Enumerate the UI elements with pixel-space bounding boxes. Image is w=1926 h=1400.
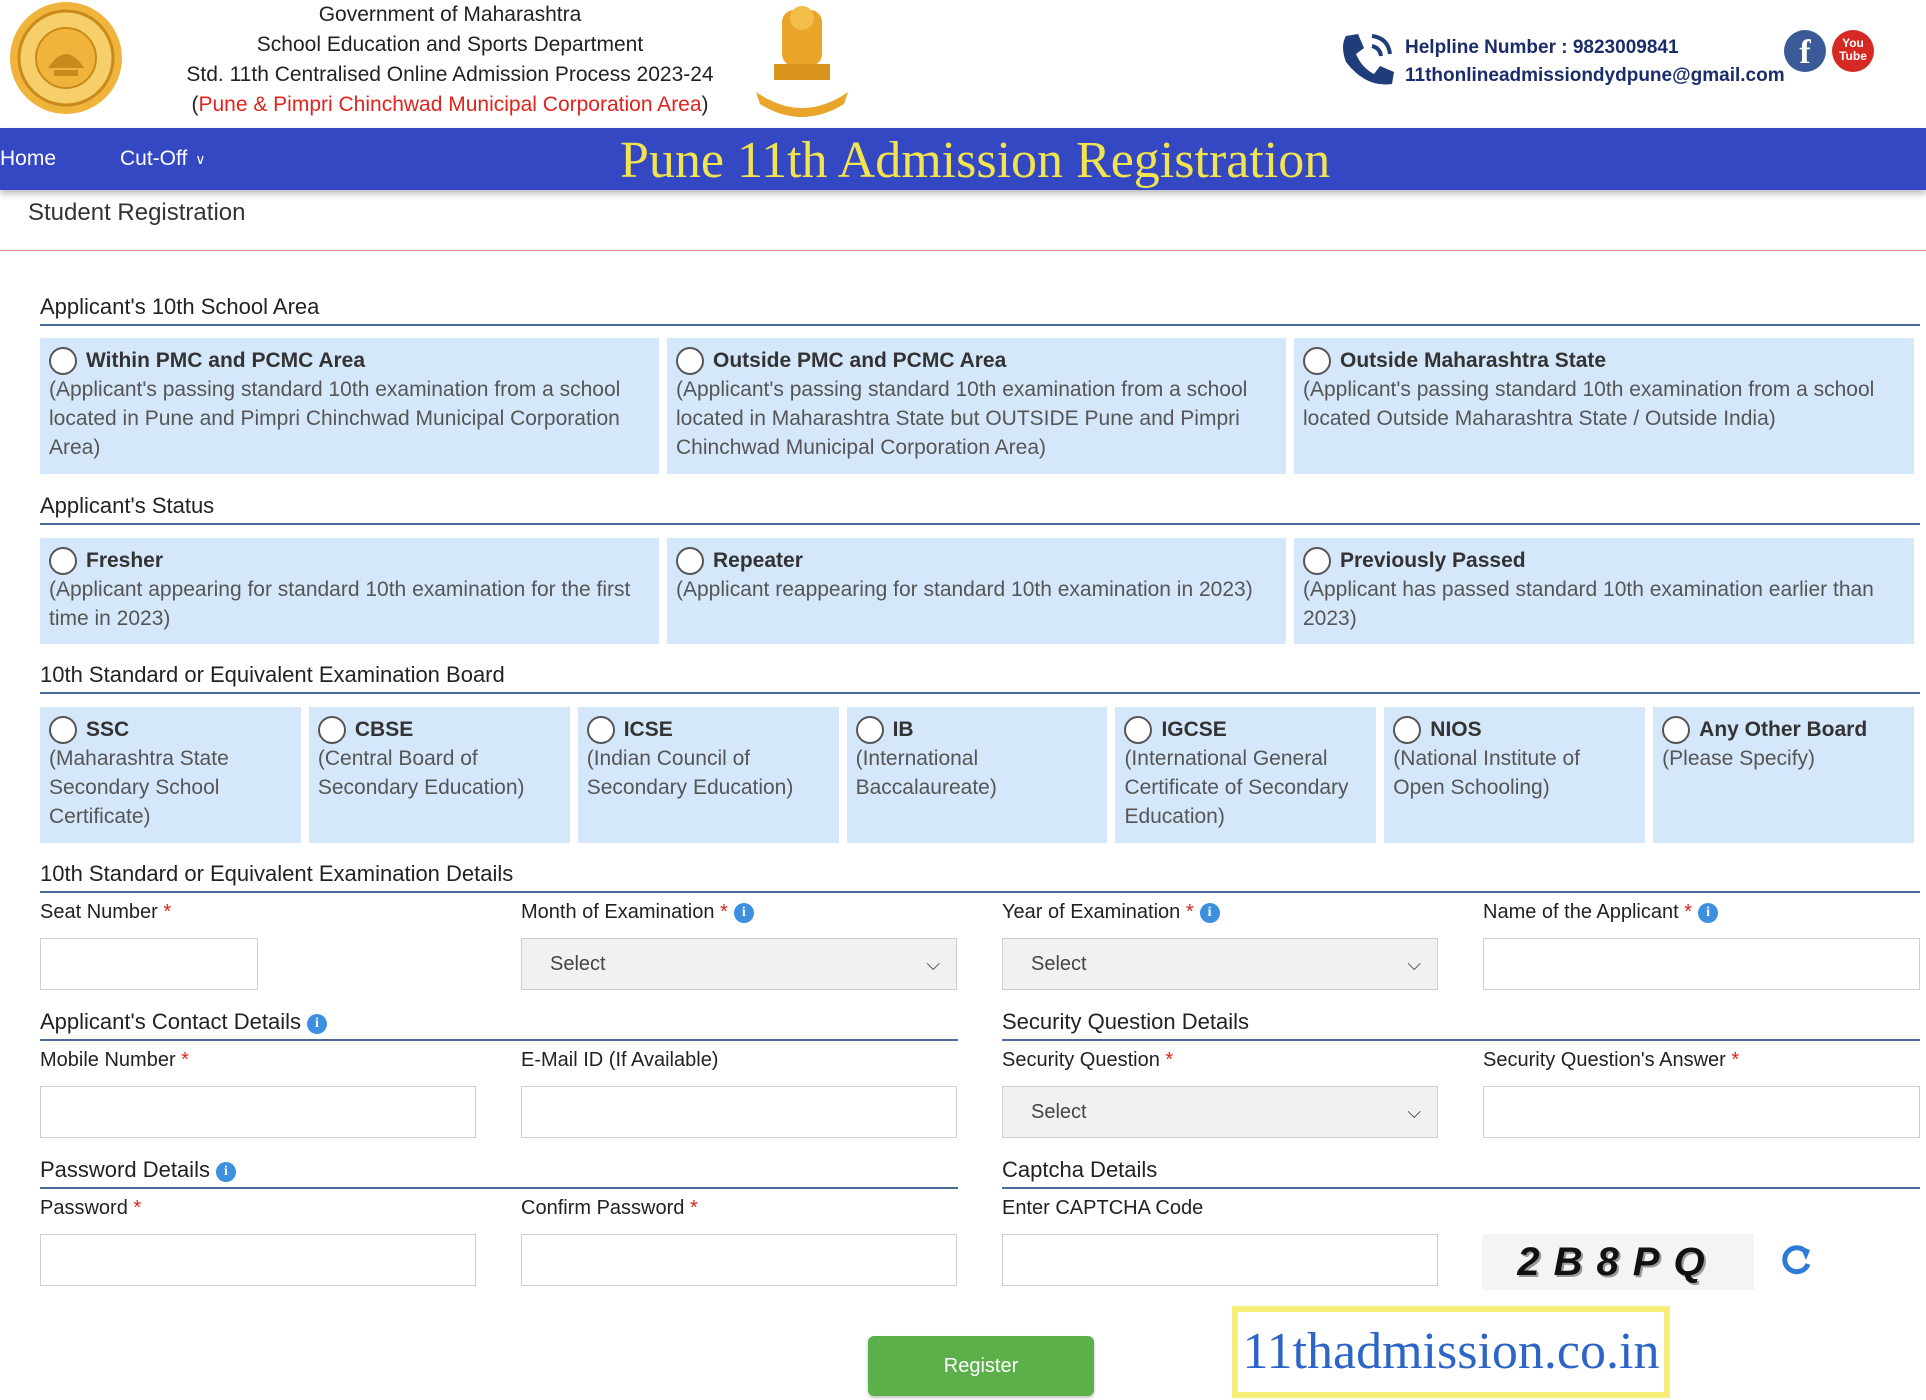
month-label — [521, 898, 754, 926]
label-text: Seat Number — [40, 901, 158, 923]
status-option-fresher[interactable] — [40, 538, 659, 644]
nav-cutoff[interactable] — [120, 128, 206, 190]
option-description: (Central Board of Secondary Education) — [317, 747, 525, 799]
board-options — [40, 707, 1914, 843]
board-option-ib[interactable] — [847, 707, 1108, 843]
radio-within-pmc[interactable] — [49, 347, 77, 375]
helpline-email[interactable]: 11thonlineadmissiondydpune@gmail.com — [1405, 65, 1785, 86]
nav-cutoff-label: Cut-Off — [120, 147, 188, 170]
option-label: Outside PMC and PCMC Area — [713, 349, 1007, 372]
radio-other-board[interactable] — [1662, 716, 1690, 744]
applicant-name-input[interactable] — [1483, 938, 1920, 990]
page-title: Student Registration — [28, 199, 246, 226]
contact-heading-text: Applicant's Contact Details — [40, 1009, 301, 1034]
school-area-option-within[interactable] — [40, 338, 659, 474]
government-title-block — [140, 0, 760, 120]
national-emblem-icon — [748, 0, 856, 118]
helpline-block — [1405, 34, 1785, 90]
phone-icon — [1336, 28, 1398, 90]
label-text: Password — [40, 1197, 128, 1219]
applicant-name-label — [1483, 898, 1718, 926]
required-mark: * — [1165, 1049, 1174, 1071]
option-label: NIOS — [1430, 718, 1482, 741]
youtube-label-top: You — [1842, 36, 1864, 50]
gov-line-2: School Education and Sports Department — [256, 33, 644, 56]
label-text: Security Question — [1002, 1049, 1160, 1071]
mobile-label — [40, 1046, 189, 1074]
chevron-down-icon: ⌵ — [1407, 954, 1421, 974]
select-value: Select — [550, 953, 606, 975]
captcha-input[interactable] — [1002, 1234, 1438, 1286]
password-label — [40, 1194, 141, 1222]
gov-line-4-open: ( — [191, 93, 199, 116]
security-heading: Security Question Details — [1002, 1007, 1920, 1041]
email-label: E-Mail ID (If Available) — [521, 1049, 719, 1071]
option-label: Previously Passed — [1340, 549, 1526, 572]
gov-line-3: Std. 11th Centralised Online Admission Process 2023-24 — [186, 63, 714, 86]
option-label: ICSE — [623, 718, 673, 741]
exam-details-heading: 10th Standard or Equivalent Examination Details — [40, 859, 1920, 893]
year-label — [1002, 898, 1220, 926]
status-options — [40, 538, 1914, 644]
option-label: CBSE — [354, 718, 414, 741]
option-description: (Applicant's passing standard 10th examination from a school located Outside Maharashtra State / Outside India) — [1303, 378, 1875, 430]
helpline-number: Helpline Number : 9823009841 — [1405, 37, 1679, 58]
option-description: (Applicant has passed standard 10th examination earlier than 2023) — [1303, 578, 1874, 630]
status-heading: Applicant's Status — [40, 491, 1920, 525]
board-option-cbse[interactable] — [309, 707, 570, 843]
site-watermark: 11thadmission.co.in — [1232, 1306, 1670, 1398]
month-select[interactable] — [521, 938, 957, 990]
radio-icse[interactable] — [587, 716, 615, 744]
main-navbar — [0, 128, 1926, 190]
board-heading: 10th Standard or Equivalent Examination Board — [40, 660, 1920, 694]
option-label: IGCSE — [1161, 718, 1227, 741]
radio-ssc[interactable] — [49, 716, 77, 744]
option-description: (Maharashtra State Secondary School Certificate) — [49, 747, 229, 828]
board-option-igcse[interactable] — [1115, 707, 1376, 843]
security-answer-input[interactable] — [1483, 1086, 1920, 1138]
option-label: Repeater — [713, 549, 803, 572]
email-input[interactable] — [521, 1086, 957, 1138]
label-text: Mobile Number — [40, 1049, 176, 1071]
label-text: Name of the Applicant — [1483, 901, 1679, 923]
option-label: IB — [892, 718, 914, 741]
youtube-icon[interactable] — [1832, 30, 1874, 72]
school-area-options — [40, 338, 1914, 474]
title-divider — [0, 250, 1926, 251]
school-area-heading: Applicant's 10th School Area — [40, 292, 1920, 326]
required-mark: * — [163, 901, 172, 923]
option-label: Outside Maharashtra State — [1340, 349, 1607, 372]
security-question-select[interactable] — [1002, 1086, 1438, 1138]
maharashtra-seal-icon — [8, 0, 124, 116]
label-text: Year of Examination — [1002, 901, 1181, 923]
required-mark: * — [181, 1049, 189, 1071]
security-question-label — [1002, 1046, 1173, 1074]
contact-heading — [40, 1007, 958, 1041]
chevron-down-icon: ∨ — [195, 151, 206, 168]
option-description: (Applicant appearing for standard 10th examination for the first time in 2023) — [49, 578, 631, 630]
info-icon[interactable]: i — [1200, 903, 1220, 923]
radio-previously-passed[interactable] — [1303, 547, 1331, 575]
label-text: Security Question's Answer — [1483, 1049, 1726, 1071]
youtube-label-bottom: Tube — [1839, 49, 1867, 63]
school-area-option-outside[interactable] — [667, 338, 1286, 474]
label-text: Confirm Password — [521, 1197, 685, 1219]
required-mark: * — [1731, 1049, 1740, 1071]
required-mark: * — [1684, 901, 1693, 923]
option-description: (International Baccalaureate) — [855, 747, 997, 799]
captcha-label: Enter CAPTCHA Code — [1002, 1197, 1204, 1219]
required-mark: * — [133, 1197, 142, 1219]
label-text: Month of Examination — [521, 901, 715, 923]
refresh-captcha-icon[interactable] — [1776, 1240, 1816, 1280]
info-icon[interactable]: i — [1698, 903, 1718, 923]
password-input[interactable] — [40, 1234, 476, 1286]
option-label: SSC — [86, 718, 130, 741]
option-description: (National Institute of Open Schooling) — [1393, 747, 1581, 799]
option-description: (Applicant's passing standard 10th examination from a school located in Maharashtra State but OUTSIDE Pune and Pimpri Chinchwad Municipal Corporation Area) — [676, 378, 1248, 459]
required-mark: * — [1185, 901, 1194, 923]
option-label: Fresher — [86, 549, 164, 572]
facebook-icon[interactable]: f — [1784, 30, 1826, 72]
board-option-other[interactable] — [1653, 707, 1914, 843]
board-option-nios[interactable] — [1384, 707, 1645, 843]
radio-fresher[interactable] — [49, 547, 77, 575]
year-select[interactable] — [1002, 938, 1438, 990]
mobile-input[interactable] — [40, 1086, 476, 1138]
chevron-down-icon: ⌵ — [926, 954, 940, 974]
site-header — [0, 0, 1926, 128]
radio-repeater[interactable] — [676, 547, 704, 575]
gov-line-4 — [140, 90, 760, 120]
confirm-password-input[interactable] — [521, 1234, 957, 1286]
info-icon[interactable]: i — [307, 1014, 327, 1034]
seat-number-label — [40, 898, 171, 926]
security-answer-label — [1483, 1046, 1739, 1074]
register-button[interactable]: Register — [868, 1336, 1094, 1396]
chevron-down-icon: ⌵ — [1407, 1102, 1421, 1122]
option-description: (Applicant reappearing for standard 10th examination in 2023) — [676, 578, 1253, 601]
seat-number-input[interactable] — [40, 938, 258, 990]
required-mark: * — [720, 901, 728, 923]
gov-line-4-close: ) — [701, 93, 709, 116]
password-heading — [40, 1155, 958, 1189]
radio-igcse[interactable] — [1124, 716, 1152, 744]
gov-line-1: Government of Maharashtra — [318, 3, 582, 26]
radio-cbse[interactable] — [318, 716, 346, 744]
option-description: (Indian Council of Secondary Education) — [586, 747, 794, 799]
required-mark: * — [689, 1197, 698, 1219]
school-area-option-outside-state[interactable] — [1294, 338, 1914, 474]
option-description: (International General Certificate of Secondary Education) — [1124, 747, 1349, 828]
board-option-ssc[interactable] — [40, 707, 301, 843]
radio-ib[interactable] — [856, 716, 884, 744]
page-banner-title: Pune 11th Admission Registration — [620, 132, 1331, 189]
captcha-heading: Captcha Details — [1002, 1155, 1920, 1189]
option-label: Any Other Board — [1699, 718, 1868, 741]
option-label: Within PMC and PCMC Area — [86, 349, 366, 372]
radio-nios[interactable] — [1393, 716, 1421, 744]
info-icon[interactable]: i — [734, 903, 754, 923]
password-heading-text: Password Details — [40, 1157, 210, 1182]
board-option-icse[interactable] — [578, 707, 839, 843]
nav-home[interactable]: Home — [0, 147, 57, 170]
select-value: Select — [1031, 1101, 1087, 1123]
status-option-repeater[interactable] — [667, 538, 1286, 644]
status-option-previously-passed[interactable] — [1294, 538, 1914, 644]
info-icon[interactable]: i — [216, 1162, 236, 1182]
option-description: (Please Specify) — [1662, 747, 1816, 770]
captcha-image: 2B8PQ — [1482, 1234, 1754, 1290]
confirm-password-label — [521, 1194, 698, 1222]
radio-outside-pmc[interactable] — [676, 347, 704, 375]
radio-outside-state[interactable] — [1303, 347, 1331, 375]
select-value: Select — [1031, 953, 1087, 975]
option-description: (Applicant's passing standard 10th examination from a school located in Pune and Pimpri Chinchwad Municipal Corporation Area) — [49, 378, 621, 459]
area-name: Pune & Pimpri Chinchwad Municipal Corporation Area — [198, 93, 702, 116]
